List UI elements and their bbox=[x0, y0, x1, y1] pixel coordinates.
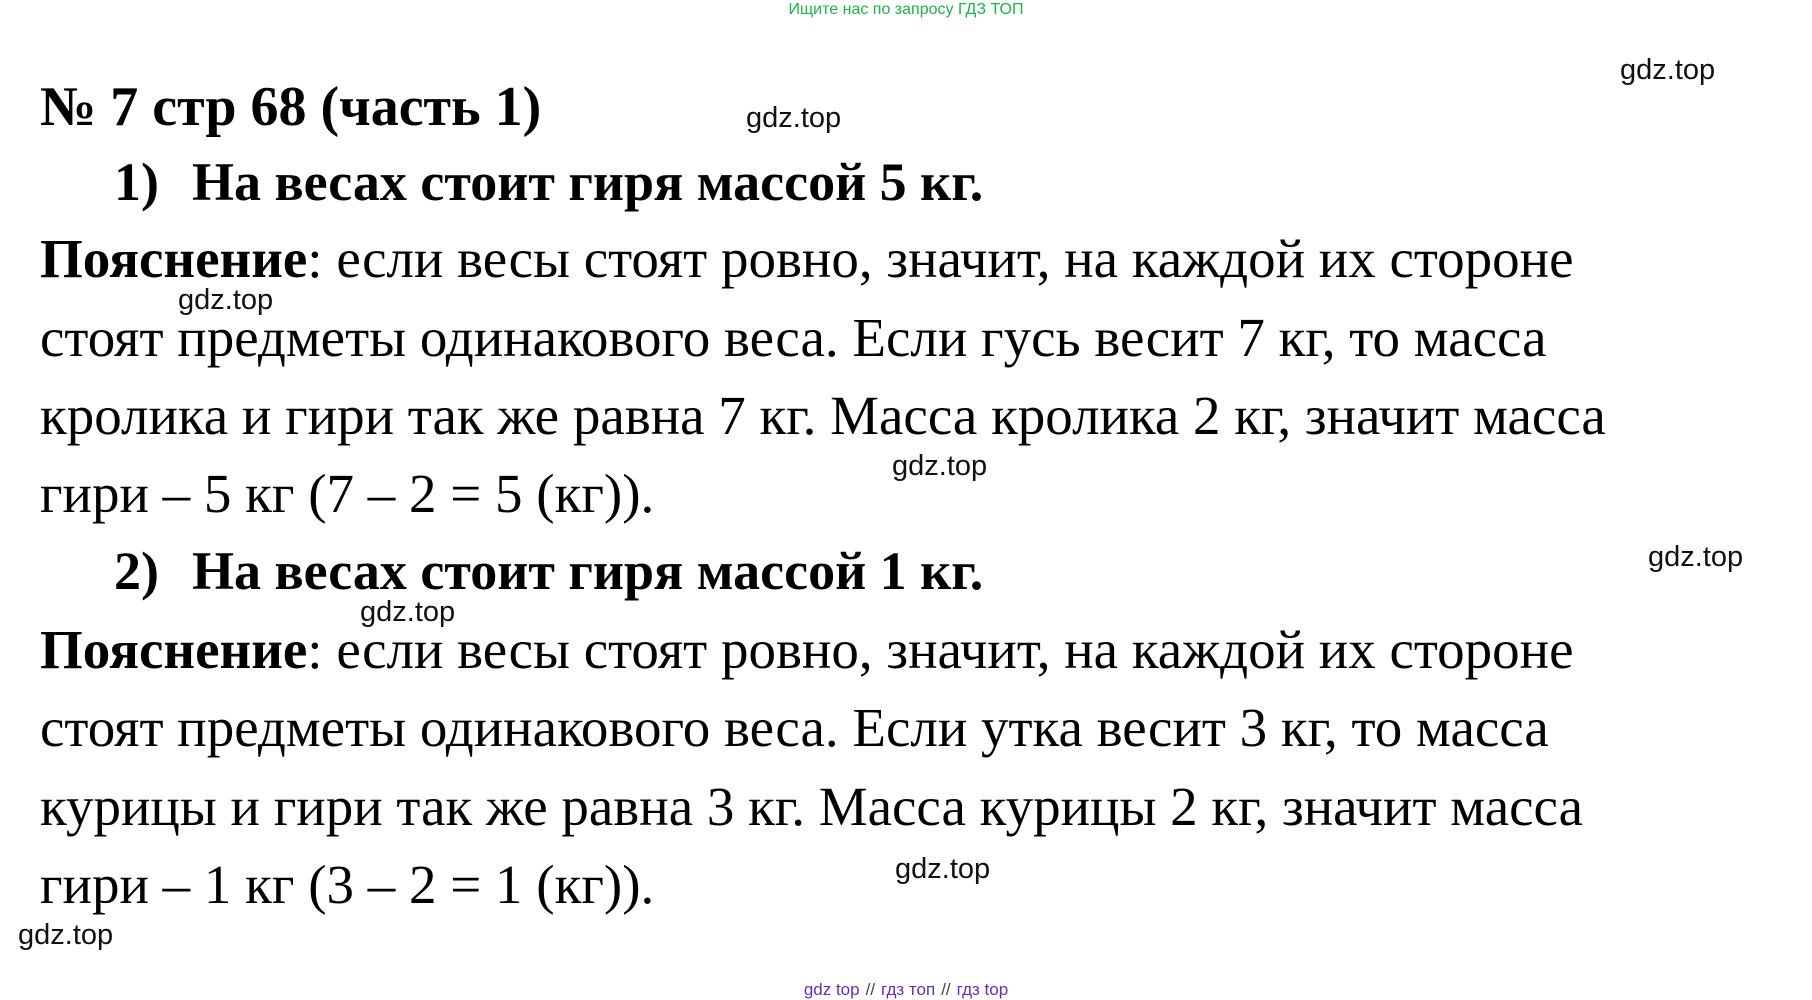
item-2-line-1 bbox=[40, 617, 1574, 683]
item-1-line-3: кролика и гири так же равна 7 кг. Масса кролика 2 кг, значит масса bbox=[40, 385, 1606, 446]
watermark: gdz.top bbox=[895, 853, 991, 885]
watermark: gdz.top bbox=[178, 284, 274, 316]
watermark: gdz.top bbox=[360, 596, 456, 628]
watermark: gdz.top bbox=[746, 102, 842, 134]
item-1-line-1 bbox=[40, 226, 1574, 292]
watermark: gdz.top bbox=[1648, 541, 1744, 573]
item-heading-text-1: На весах стоит гиря массой 5 кг. bbox=[192, 152, 984, 212]
item-heading-2 bbox=[114, 538, 983, 604]
item-2-line-4: гири – 1 кг (3 – 2 = 1 (кг)). bbox=[40, 854, 655, 915]
footer-link-1[interactable]: gdz top bbox=[803, 980, 860, 999]
footer-separator: // bbox=[865, 980, 876, 999]
item-number-1: 1) bbox=[114, 152, 159, 212]
page-title: № 7 стр 68 (часть 1) bbox=[40, 76, 542, 138]
item-2-line-3: курицы и гири так же равна 3 кг. Масса курицы 2 кг, значит масса bbox=[40, 776, 1584, 837]
item-number-2: 2) bbox=[114, 541, 159, 601]
watermark: gdz.top bbox=[1620, 54, 1716, 86]
item-1-line-1-text: : если весы стоят ровно, значит, на каждой их стороне bbox=[307, 228, 1574, 289]
explanation-label-1: Пояснение bbox=[40, 228, 308, 289]
footer-link-3[interactable]: гдз top bbox=[956, 980, 1009, 999]
item-1-line-2: стоят предметы одинакового веса. Если гусь весит 7 кг, то масса bbox=[40, 307, 1547, 368]
item-heading-1 bbox=[114, 149, 983, 215]
item-1-line-4: гири – 5 кг (7 – 2 = 5 (кг)). bbox=[40, 463, 655, 524]
watermark: gdz.top bbox=[892, 450, 988, 482]
footer-link-2[interactable]: гдз топ bbox=[881, 980, 936, 999]
item-heading-text-2: На весах стоит гиря массой 1 кг. bbox=[192, 541, 984, 601]
item-2-line-2: стоят предметы одинакового веса. Если утка весит 3 кг, то масса bbox=[40, 697, 1549, 758]
footer-separator: // bbox=[941, 980, 951, 999]
explanation-label-2: Пояснение bbox=[40, 619, 308, 680]
watermark: gdz.top bbox=[18, 919, 114, 951]
item-2-line-1-text: : если весы стоят ровно, значит, на каждой их стороне bbox=[307, 619, 1574, 680]
top-banner: Ищите нас по запросу ГДЗ ТОП bbox=[788, 1, 1024, 18]
footer-links bbox=[0, 980, 1812, 1000]
